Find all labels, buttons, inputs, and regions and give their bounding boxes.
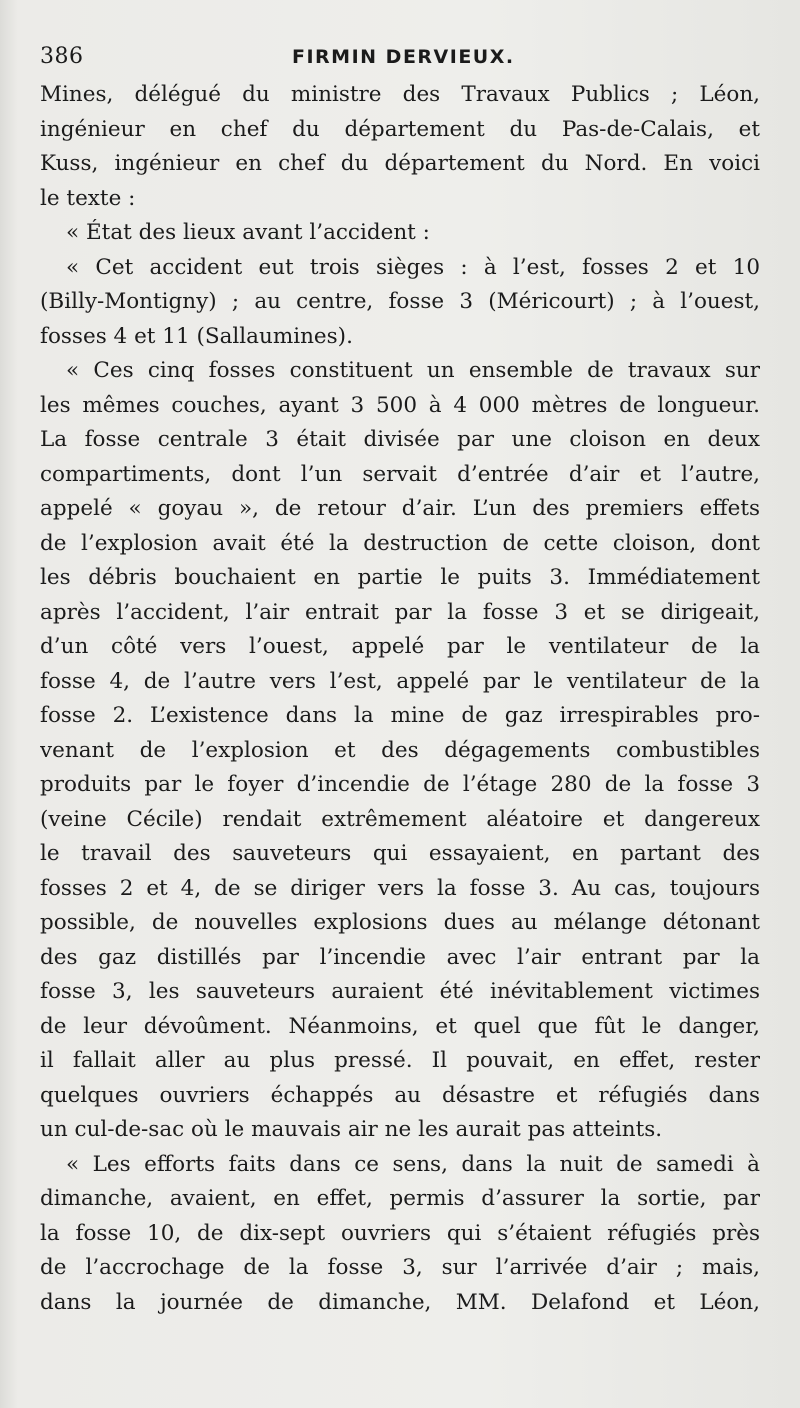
text-line: de leur dévoûment. Néanmoins, et quel que fût le danger, xyxy=(40,1013,760,1039)
text-line: les débris bouchaient en partie le puits 3. Immédiatement xyxy=(40,565,760,590)
text-line: il fallait aller au plus pressé. Il pouvait, en effet, rester xyxy=(40,1048,760,1073)
running-title: FIRMIN DERVIEUX. xyxy=(292,46,515,68)
body-text xyxy=(40,78,760,1320)
text-line: fosse 2. L’existence dans la mine de gaz irrespirables pro- xyxy=(40,703,760,728)
text-line: « Les efforts faits dans ce sens, dans la nuit de samedi à xyxy=(66,1151,760,1177)
text-line: de l’accrochage de la fosse 3, sur l’arrivée d’air ; mais, xyxy=(40,1255,760,1280)
text-line: quelques ouvriers échappés au désastre et réfugiés dans xyxy=(40,1082,760,1108)
text-line: de l’explosion avait été la destruction de cette cloison, dont xyxy=(40,530,760,556)
text-line: après l’accident, l’air entrait par la fosse 3 et se dirigeait, xyxy=(40,599,760,625)
text-line: fosses 4 et 11 (Sallaumines). xyxy=(40,323,353,349)
page-number: 386 xyxy=(40,44,84,69)
text-line: dimanche, avaient, en effet, permis d’assurer la sortie, par xyxy=(40,1186,760,1211)
text-line: les mêmes couches, ayant 3 500 à 4 000 mètres de longueur. xyxy=(40,392,760,418)
text-line: des gaz distillés par l’incendie avec l’air entrant par la xyxy=(40,944,760,970)
text-line: venant de l’explosion et des dégagements combustibles xyxy=(40,737,760,763)
text-line: produits par le foyer d’incendie de l’étage 280 de la fosse 3 xyxy=(40,772,760,797)
text-line: « Cet accident eut trois sièges : à l’est, fosses 2 et 10 xyxy=(66,254,760,280)
text-line: « Ces cinq fosses constituent un ensemble de travaux sur xyxy=(66,358,760,383)
text-line: un cul-de-sac où le mauvais air ne les aurait pas atteints. xyxy=(40,1117,663,1142)
text-line: (Billy-Montigny) ; au centre, fosse 3 (Méricourt) ; à l’ouest, xyxy=(40,289,760,314)
text-line: appelé « goyau », de retour d’air. L’un des premiers effets xyxy=(40,496,760,521)
text-line: (veine Cécile) rendait extrêmement aléatoire et dangereux xyxy=(40,806,760,832)
text-line: compartiments, dont l’un servait d’entrée d’air et l’autre, xyxy=(40,461,760,487)
text-line: fosse 4, de l’autre vers l’est, appelé par le ventilateur de la xyxy=(40,668,760,694)
text-line: Mines, délégué du ministre des Travaux Publics ; Léon, xyxy=(40,82,760,107)
text-line: Kuss, ingénieur en chef du département du Nord. En voici xyxy=(40,151,760,176)
text-line: ingénieur en chef du département du Pas-de-Calais, et xyxy=(40,116,760,142)
text-line: fosses 2 et 4, de se diriger vers la fosse 3. Au cas, toujours xyxy=(40,875,760,901)
text-line: possible, de nouvelles explosions dues au mélange détonant xyxy=(40,910,760,935)
text-line: « État des lieux avant l’accident : xyxy=(66,220,430,245)
text-line: le texte : xyxy=(40,185,136,211)
running-head xyxy=(40,34,760,74)
text-line: la fosse 10, de dix-sept ouvriers qui s’étaient réfugiés près xyxy=(40,1220,760,1246)
text-line: d’un côté vers l’ouest, appelé par le ventilateur de la xyxy=(40,634,760,659)
text-line: le travail des sauveteurs qui essayaient, en partant des xyxy=(40,841,760,866)
text-line: fosse 3, les sauveteurs auraient été inévitablement victimes xyxy=(40,979,760,1004)
text-line: dans la journée de dimanche, MM. Delafond et Léon, xyxy=(40,1289,760,1315)
text-line: La fosse centrale 3 était divisée par une cloison en deux xyxy=(40,427,760,452)
